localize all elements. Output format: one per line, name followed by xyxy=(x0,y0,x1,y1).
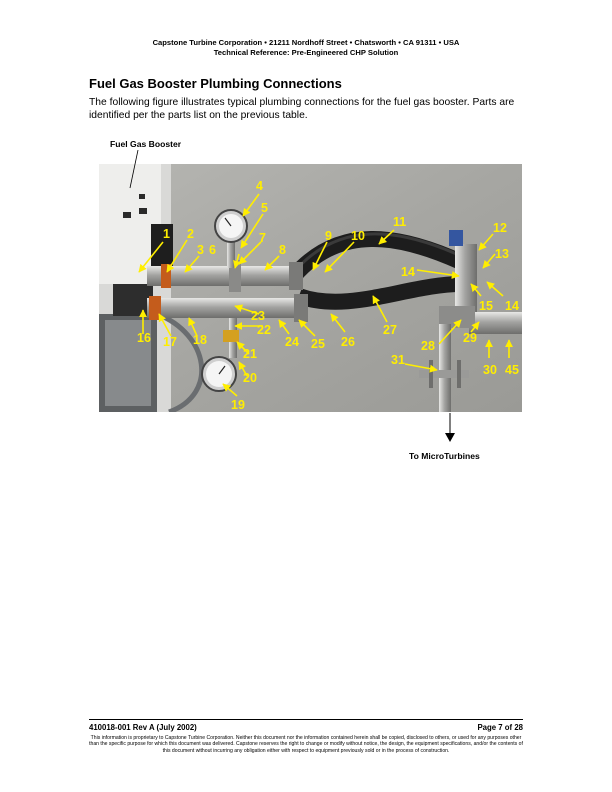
pipe-support xyxy=(419,370,469,378)
callout-20: 20 xyxy=(243,371,257,385)
lower-header-pipe xyxy=(147,298,307,318)
callout-3: 3 xyxy=(197,243,204,257)
footer-page-number: Page 7 of 28 xyxy=(477,723,523,732)
callout-4: 4 xyxy=(256,179,263,193)
callout-15: 15 xyxy=(479,299,493,313)
upper-pressure-gauge xyxy=(215,210,247,242)
callout-9: 9 xyxy=(325,229,332,243)
callout-13: 13 xyxy=(495,247,509,261)
callout-17: 17 xyxy=(163,335,177,349)
callout-14-right: 14 xyxy=(505,299,519,313)
header-subtitle: Technical Reference: Pre-Engineered CHP Solution xyxy=(213,48,399,57)
callout-19: 19 xyxy=(231,398,245,412)
callout-29: 29 xyxy=(463,331,477,345)
callout-1: 1 xyxy=(163,227,170,241)
lower-pressure-gauge xyxy=(202,357,236,391)
footer-legal-notice: This information is proprietary to Capstone Turbine Corporation. Neither this document nor the information contained herein shall be copied, disclosed to others, or used for any purposes other than the specific purpose for which this document was delivered. Capstone reserves the right to change or modify without notice, the design, the equipment specifications, and/or the contents of this document without incurring any obligation either with respect to equipment previously sold or in the process of construction. xyxy=(89,735,523,754)
outlet-pipe xyxy=(469,312,522,334)
callout-45: 45 xyxy=(505,363,519,377)
header-address: Capstone Turbine Corporation • 21211 Nordhoff Street • Chatsworth • CA 91311 • USA xyxy=(152,38,460,47)
callout-31: 31 xyxy=(391,353,405,367)
intro-paragraph: The following figure illustrates typical plumbing connections for the fuel gas booster. Parts are identified per the parts list on the previous table. xyxy=(89,97,515,121)
callout-26: 26 xyxy=(341,335,355,349)
union-fitting xyxy=(289,262,303,290)
callout-22: 22 xyxy=(257,323,271,337)
callout-25: 25 xyxy=(311,337,325,351)
callout-2: 2 xyxy=(187,227,194,241)
booster-leader-line xyxy=(110,150,150,190)
callout-11: 11 xyxy=(393,215,407,229)
callout-18: 18 xyxy=(193,333,207,347)
callout-27: 27 xyxy=(383,323,397,337)
valve-body xyxy=(223,330,239,342)
to-microturbines-label: To MicroTurbines xyxy=(409,451,480,461)
lower-fitting xyxy=(149,296,161,320)
callout-6: 6 xyxy=(209,243,216,257)
callout-24: 24 xyxy=(285,335,299,349)
callout-30: 30 xyxy=(483,363,497,377)
footer-rule xyxy=(89,719,523,720)
fuel-gas-booster-label: Fuel Gas Booster xyxy=(110,139,182,149)
callout-21: 21 xyxy=(243,347,257,361)
callout-12: 12 xyxy=(493,221,507,235)
callout-7: 7 xyxy=(259,231,266,245)
callout-10: 10 xyxy=(351,229,365,243)
section-title: Fuel Gas Booster Plumbing Connections xyxy=(89,76,342,91)
callout-5: 5 xyxy=(261,201,268,215)
union-fitting-lower xyxy=(294,294,308,322)
callout-23: 23 xyxy=(251,309,265,323)
footer-doc-id: 410018-001 Rev A (July 2002) xyxy=(89,723,197,732)
plumbing-photo xyxy=(99,164,522,412)
callout-8: 8 xyxy=(279,243,286,257)
blue-valve-handle xyxy=(449,230,463,246)
callout-28: 28 xyxy=(421,339,435,353)
callout-14-upper: 14 xyxy=(401,265,415,279)
to-microturbines-arrow xyxy=(443,413,457,443)
callout-16: 16 xyxy=(137,331,151,345)
